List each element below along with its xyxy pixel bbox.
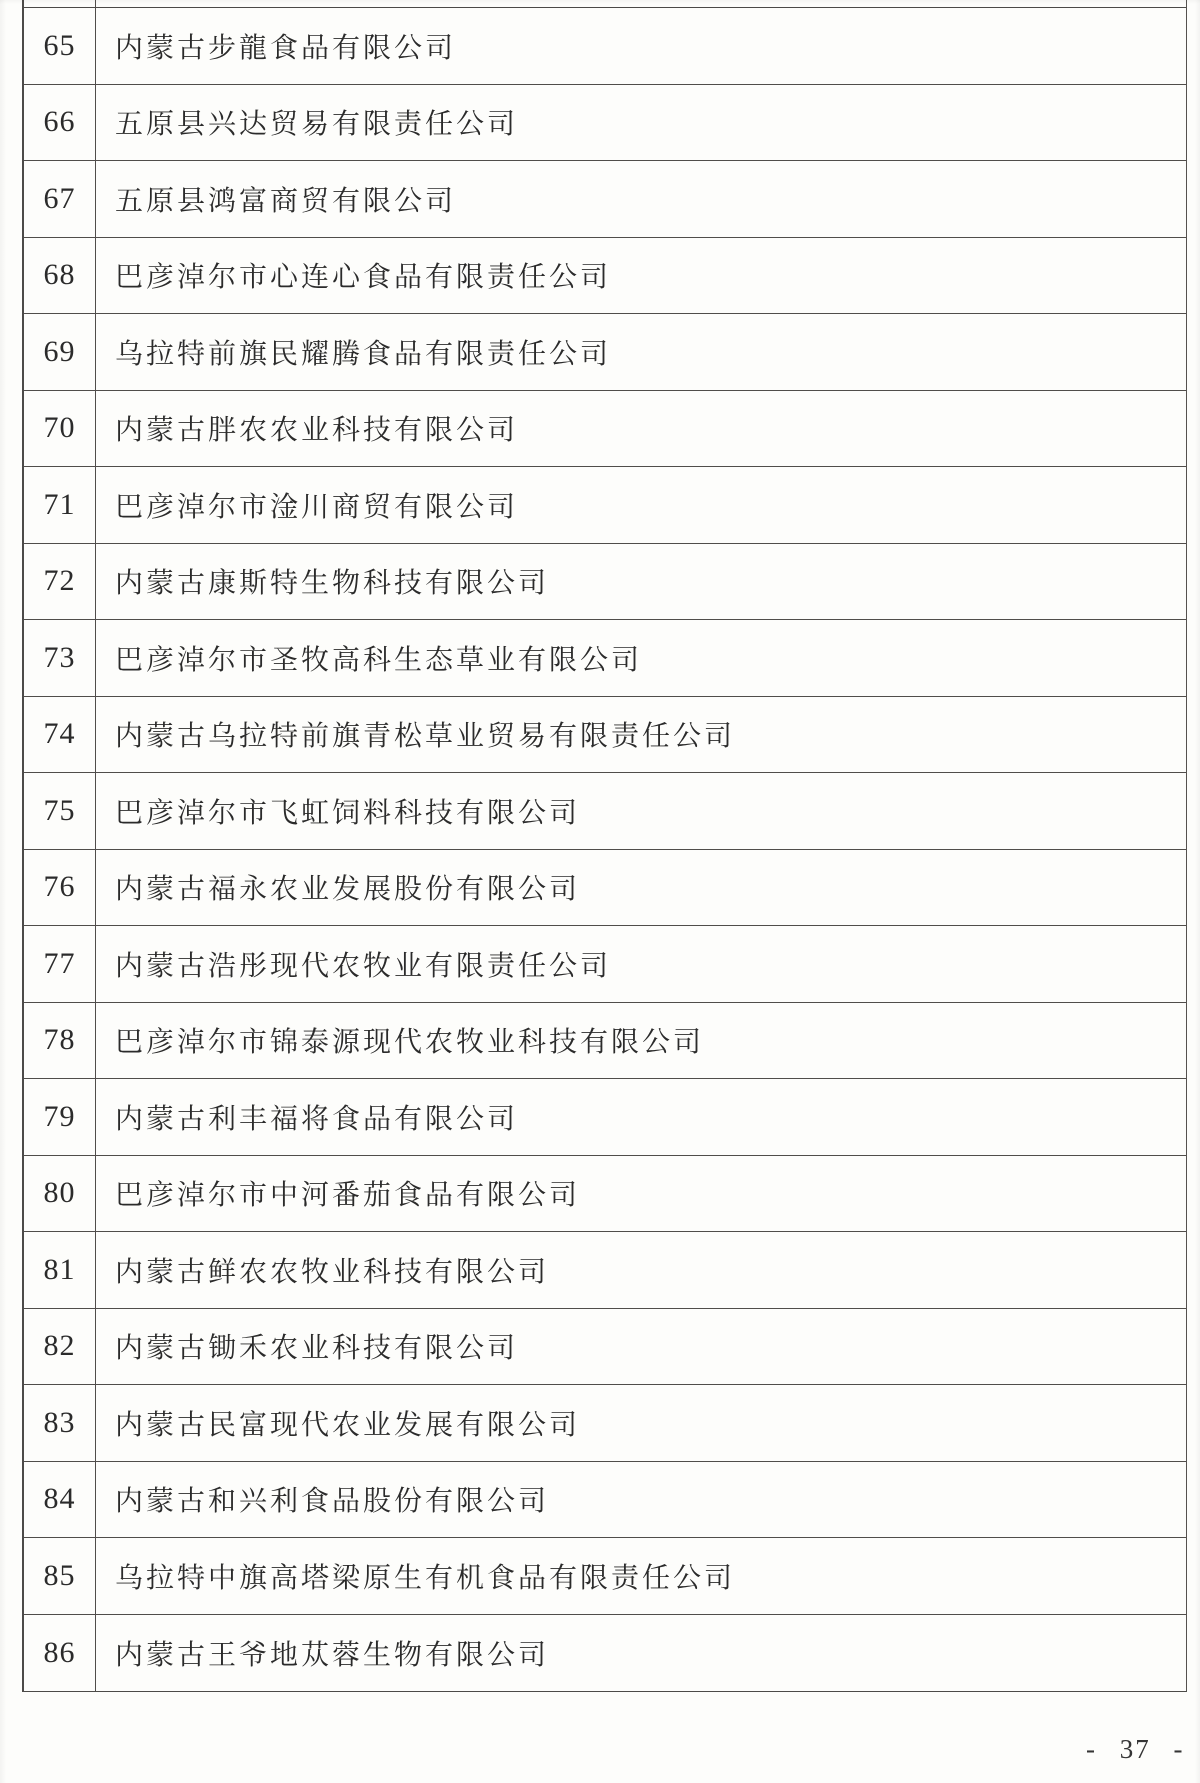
row-number: 80	[24, 1156, 96, 1232]
table-row-partial	[24, 0, 1186, 8]
row-number: 86	[24, 1615, 96, 1692]
table-row	[24, 85, 1186, 162]
page-number: - 37 -	[1086, 1734, 1185, 1764]
table-row	[24, 467, 1186, 544]
row-number: 76	[24, 850, 96, 926]
company-name: 乌拉特前旗民耀腾食品有限责任公司	[115, 338, 612, 370]
row-number: 68	[24, 238, 96, 314]
row-number: 67	[24, 161, 96, 237]
row-number: 65	[24, 8, 96, 84]
row-number-cell	[24, 0, 96, 7]
table-row	[24, 8, 1186, 85]
table-row	[24, 620, 1186, 697]
table-row	[24, 1003, 1186, 1080]
row-number: 74	[24, 697, 96, 773]
row-number: 71	[24, 467, 96, 543]
row-number: 79	[24, 1079, 96, 1155]
company-name: 内蒙古康斯特生物科技有限公司	[115, 568, 550, 600]
company-name: 内蒙古胖农农业科技有限公司	[115, 415, 519, 447]
row-number: 84	[24, 1462, 96, 1538]
company-name: 内蒙古利丰福将食品有限公司	[115, 1103, 519, 1135]
table-row	[24, 161, 1186, 238]
table-row	[24, 773, 1186, 850]
table-row	[24, 1079, 1186, 1156]
company-name: 内蒙古鲜农农牧业科技有限公司	[115, 1256, 550, 1288]
row-number: 77	[24, 926, 96, 1002]
table-row	[24, 1309, 1186, 1386]
company-name: 内蒙古步龍食品有限公司	[115, 32, 457, 64]
company-name: 内蒙古和兴利食品股份有限公司	[115, 1486, 550, 1518]
company-name: 巴彦淖尔市锦泰源现代农牧业科技有限公司	[115, 1027, 705, 1059]
table-row	[24, 850, 1186, 927]
company-name: 巴彦淖尔市圣牧高科生态草业有限公司	[115, 644, 643, 676]
table-row	[24, 1232, 1186, 1309]
row-number: 83	[24, 1385, 96, 1461]
company-name: 内蒙古王爷地苁蓉生物有限公司	[115, 1639, 550, 1671]
company-name: 巴彦淖尔市中河番茄食品有限公司	[115, 1180, 581, 1212]
row-number: 70	[24, 391, 96, 467]
table-row	[24, 391, 1186, 468]
row-number: 75	[24, 773, 96, 849]
table-row	[24, 1156, 1186, 1233]
table-row	[24, 697, 1186, 774]
table-row	[24, 926, 1186, 1003]
company-name: 巴彦淖尔市心连心食品有限责任公司	[115, 262, 612, 294]
row-number: 66	[24, 85, 96, 161]
table-row	[24, 314, 1186, 391]
company-name: 巴彦淖尔市淦川商贸有限公司	[115, 491, 519, 523]
company-name: 内蒙古福永农业发展股份有限公司	[115, 874, 581, 906]
row-number: 82	[24, 1309, 96, 1385]
company-name: 内蒙古浩彤现代农牧业有限责任公司	[115, 950, 612, 982]
company-name: 内蒙古乌拉特前旗青松草业贸易有限责任公司	[115, 721, 736, 753]
company-name: 内蒙古锄禾农业科技有限公司	[115, 1333, 519, 1365]
company-name: 五原县兴达贸易有限责任公司	[115, 109, 519, 141]
company-name: 五原县鸿富商贸有限公司	[115, 185, 457, 217]
table-row	[24, 544, 1186, 621]
table-row	[24, 238, 1186, 315]
company-name: 内蒙古民富现代农业发展有限公司	[115, 1409, 581, 1441]
company-name-cell	[96, 0, 1186, 7]
company-table	[22, 0, 1187, 1692]
row-number: 81	[24, 1232, 96, 1308]
row-number: 69	[24, 314, 96, 390]
company-name: 乌拉特中旗高塔梁原生有机食品有限责任公司	[115, 1562, 736, 1594]
company-name: 巴彦淖尔市飞虹饲料科技有限公司	[115, 797, 581, 829]
table-row	[24, 1462, 1186, 1539]
table-row	[24, 1615, 1186, 1692]
row-number: 72	[24, 544, 96, 620]
table-row	[24, 1538, 1186, 1615]
row-number: 85	[24, 1538, 96, 1614]
table-row	[24, 1385, 1186, 1462]
row-number: 78	[24, 1003, 96, 1079]
row-number: 73	[24, 620, 96, 696]
